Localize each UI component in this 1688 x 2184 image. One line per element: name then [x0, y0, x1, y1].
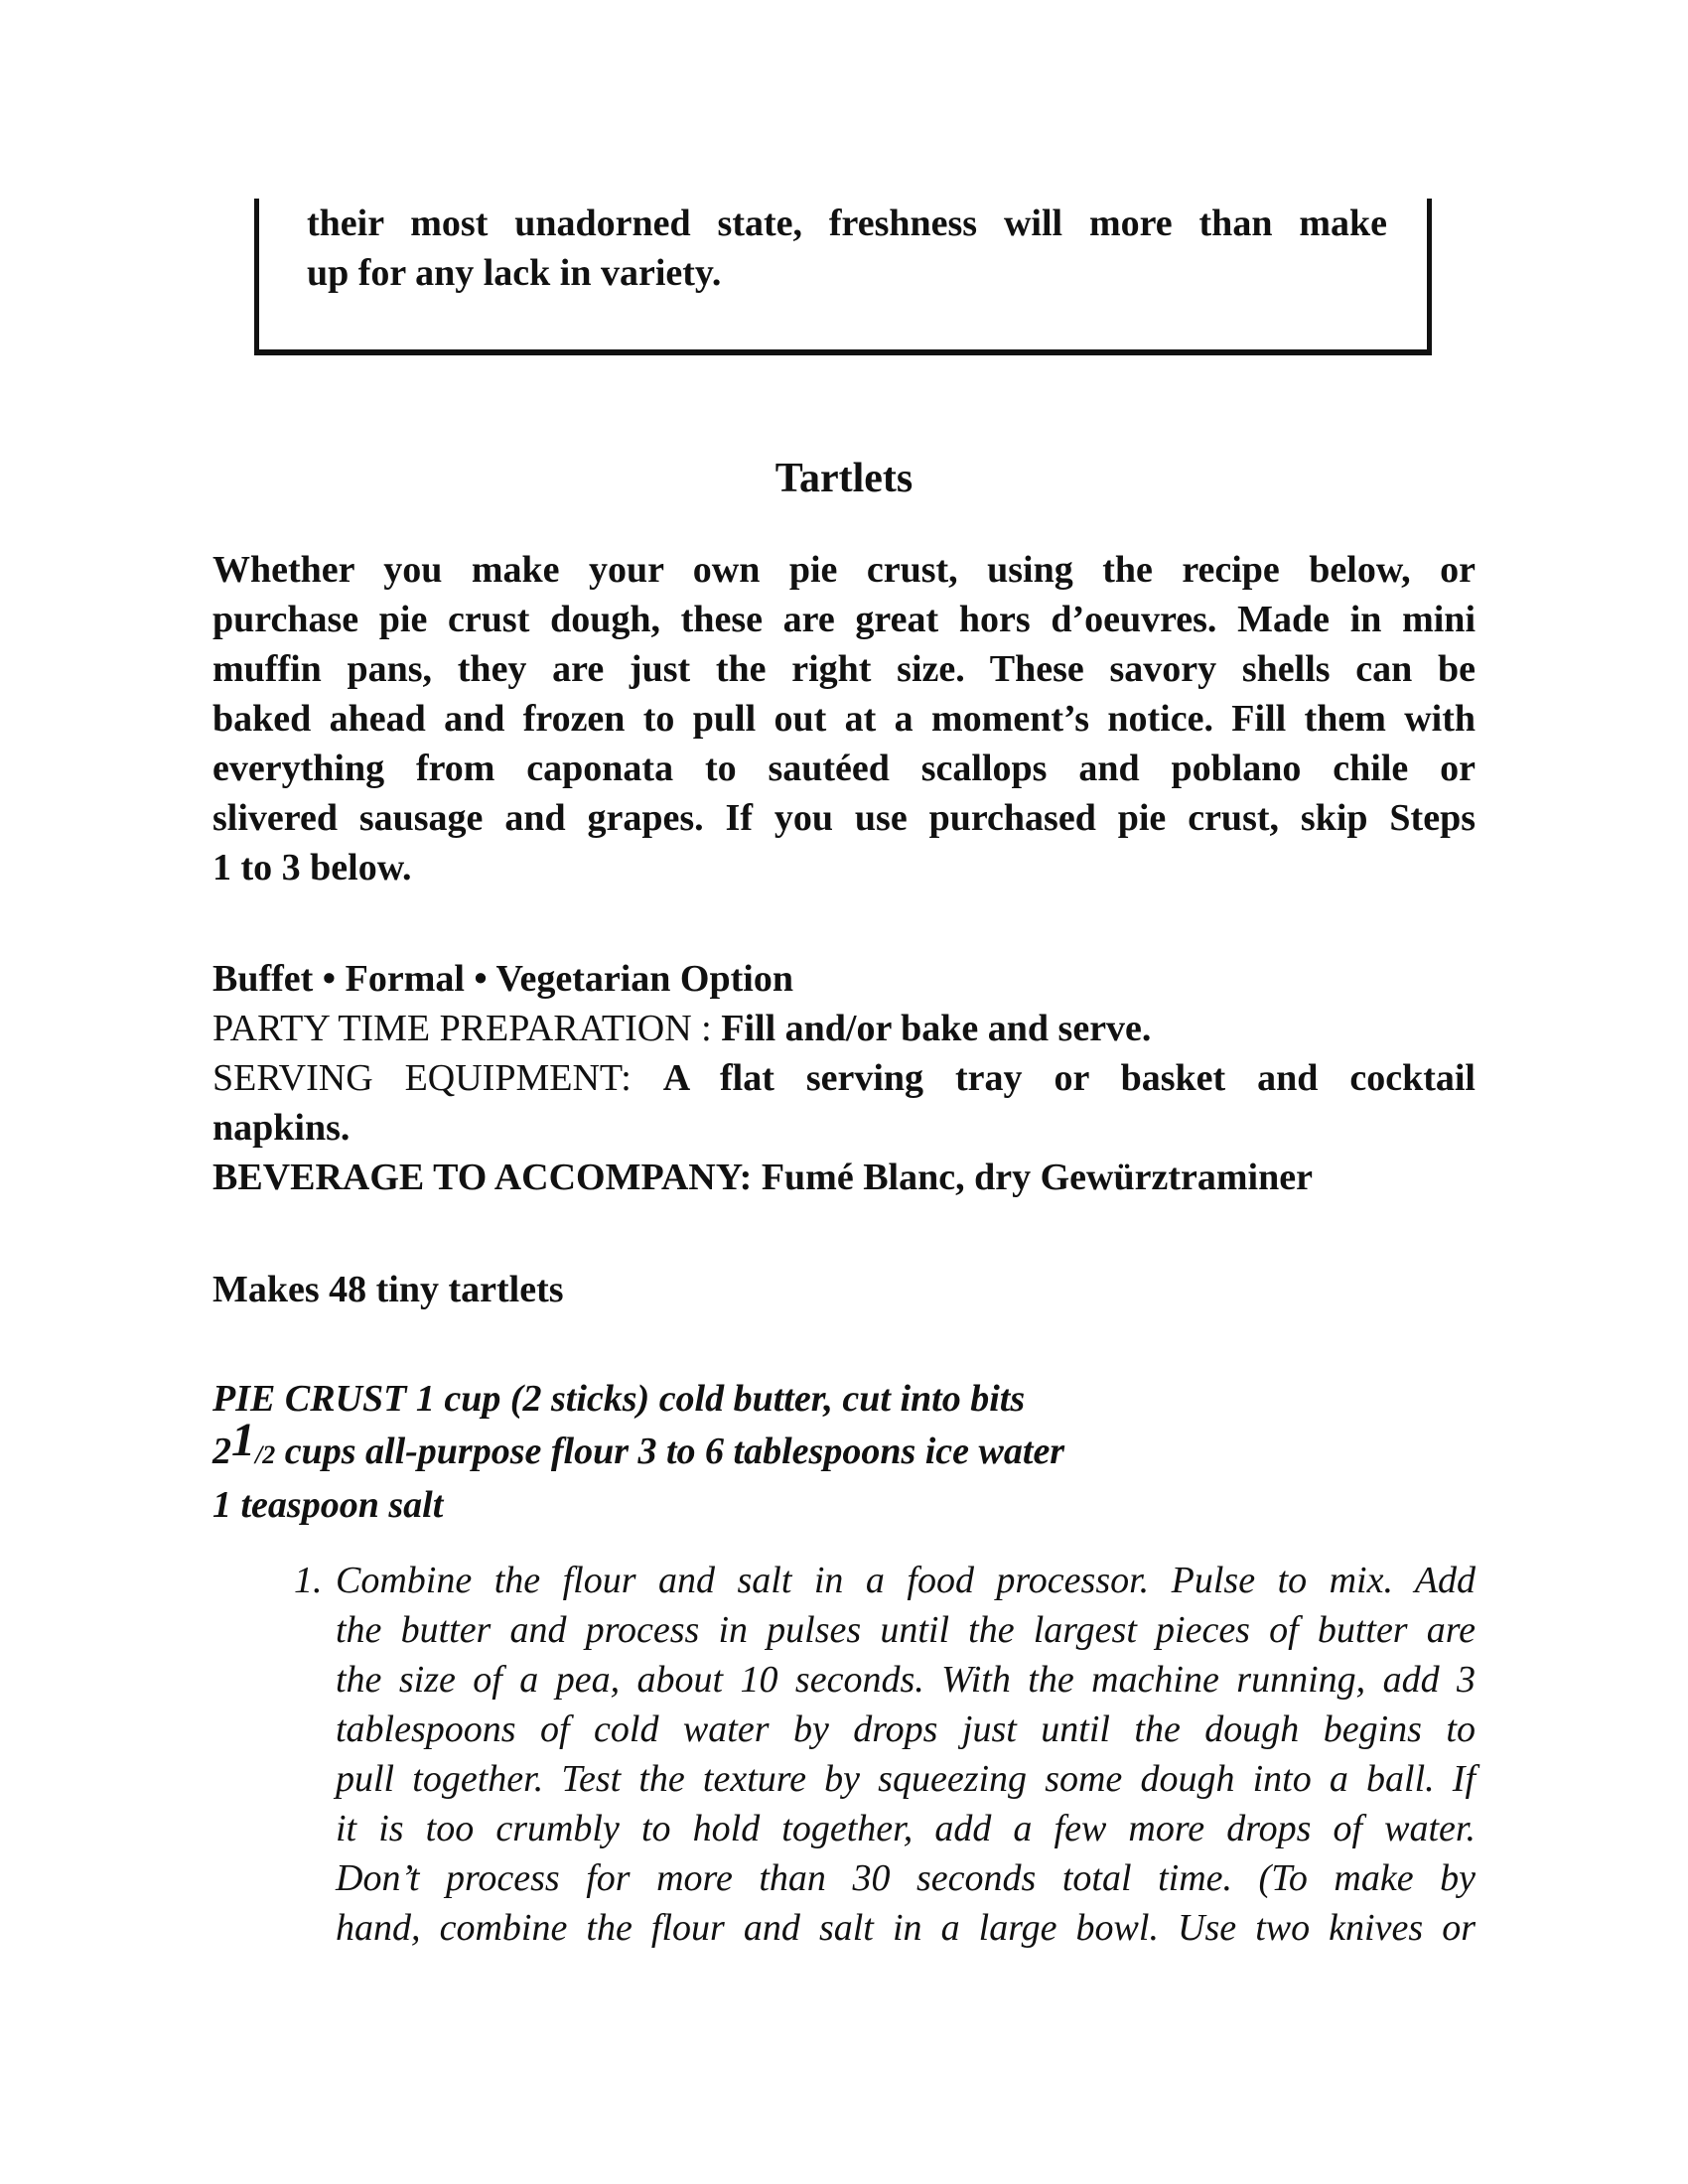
intro-line: everything from caponata to sautéed scallops and poblano chile or — [212, 748, 1476, 789]
intro-line: baked ahead and frozen to pull out at a moment’s notice. Fill them with — [212, 698, 1476, 740]
recipe-yield: Makes 48 tiny tartlets — [212, 1269, 564, 1310]
intro-line: purchase pie crust dough, these are great hors d’oeuvres. Made in mini — [212, 599, 1476, 640]
party-time-line — [212, 1004, 1476, 1053]
intro-line: muffin pans, they are just the right size. These savory shells can be — [212, 648, 1476, 690]
beverage-line: BEVERAGE TO ACCOMPANY: Fumé Blanc, dry Gewürztraminer — [212, 1157, 1313, 1198]
step-line: hand, combine the flour and salt in a large bowl. Use two knives or — [336, 1907, 1476, 1949]
step-line: it is too crumbly to hold together, add a few more drops of water. — [336, 1808, 1476, 1849]
boxed-note — [254, 199, 1432, 355]
step-line: the butter and process in pulses until the largest pieces of butter are — [336, 1609, 1476, 1651]
intro-line: slivered sausage and grapes. If you use purchased pie crust, skip Steps — [212, 797, 1476, 839]
recipe-intro — [212, 545, 1476, 892]
boxed-note-line: up for any lack in variety. — [307, 252, 722, 294]
intro-line: Whether you make your own pie crust, using the recipe below, or — [212, 549, 1476, 591]
recipe-categories: Buffet • Formal • Vegetarian Option — [212, 958, 793, 1000]
fraction-numerator: 1 — [231, 1414, 255, 1466]
recipe-steps — [294, 1556, 1476, 1953]
step-line — [294, 1556, 1476, 1605]
boxed-note-line: their most unadorned state, freshness will more than make — [307, 203, 1387, 244]
ingredients-list — [212, 1374, 1476, 1530]
fraction-whole: 2 — [212, 1431, 231, 1472]
step-line: pull together. Test the texture by squeezing some dough into a ball. If — [336, 1758, 1476, 1800]
fraction-denominator: /2 — [255, 1440, 276, 1469]
step-line: the size of a pea, about 10 seconds. With the machine running, add 3 — [336, 1659, 1476, 1701]
serving-equipment-value: A flat serving tray or basket and cocktail — [662, 1057, 1476, 1099]
step-item — [294, 1556, 1476, 1953]
recipe-meta — [212, 954, 1476, 1202]
recipe-title: Tartlets — [774, 456, 914, 501]
serving-equipment-value-cont: napkins. — [212, 1107, 351, 1149]
ingredient-line: 1 teaspoon salt — [212, 1484, 444, 1526]
step-number: 1. — [294, 1560, 323, 1601]
intro-line: 1 to 3 below. — [212, 847, 412, 888]
step-text: Combine the flour and salt in a food processor. Pulse to mix. Add — [336, 1560, 1476, 1601]
ingredient-line: PIE CRUST 1 cup (2 sticks) cold butter, cut into bits — [212, 1378, 1026, 1420]
party-time-value: Fill and/or bake and serve. — [721, 1008, 1152, 1049]
step-line: Don’t process for more than 30 seconds total time. (To make by — [336, 1857, 1476, 1899]
step-line: tablespoons of cold water by drops just until the dough begins to — [336, 1708, 1476, 1750]
serving-equipment-line — [212, 1053, 1476, 1103]
boxed-note-text — [307, 199, 1387, 298]
ingredient-line — [212, 1414, 1476, 1480]
party-time-label: PARTY TIME PREPARATION : — [212, 1008, 722, 1049]
ingredient-text: cups all-purpose flour 3 to 6 tablespoons ice water — [275, 1431, 1065, 1472]
serving-equipment-label: SERVING EQUIPMENT: — [212, 1057, 663, 1099]
